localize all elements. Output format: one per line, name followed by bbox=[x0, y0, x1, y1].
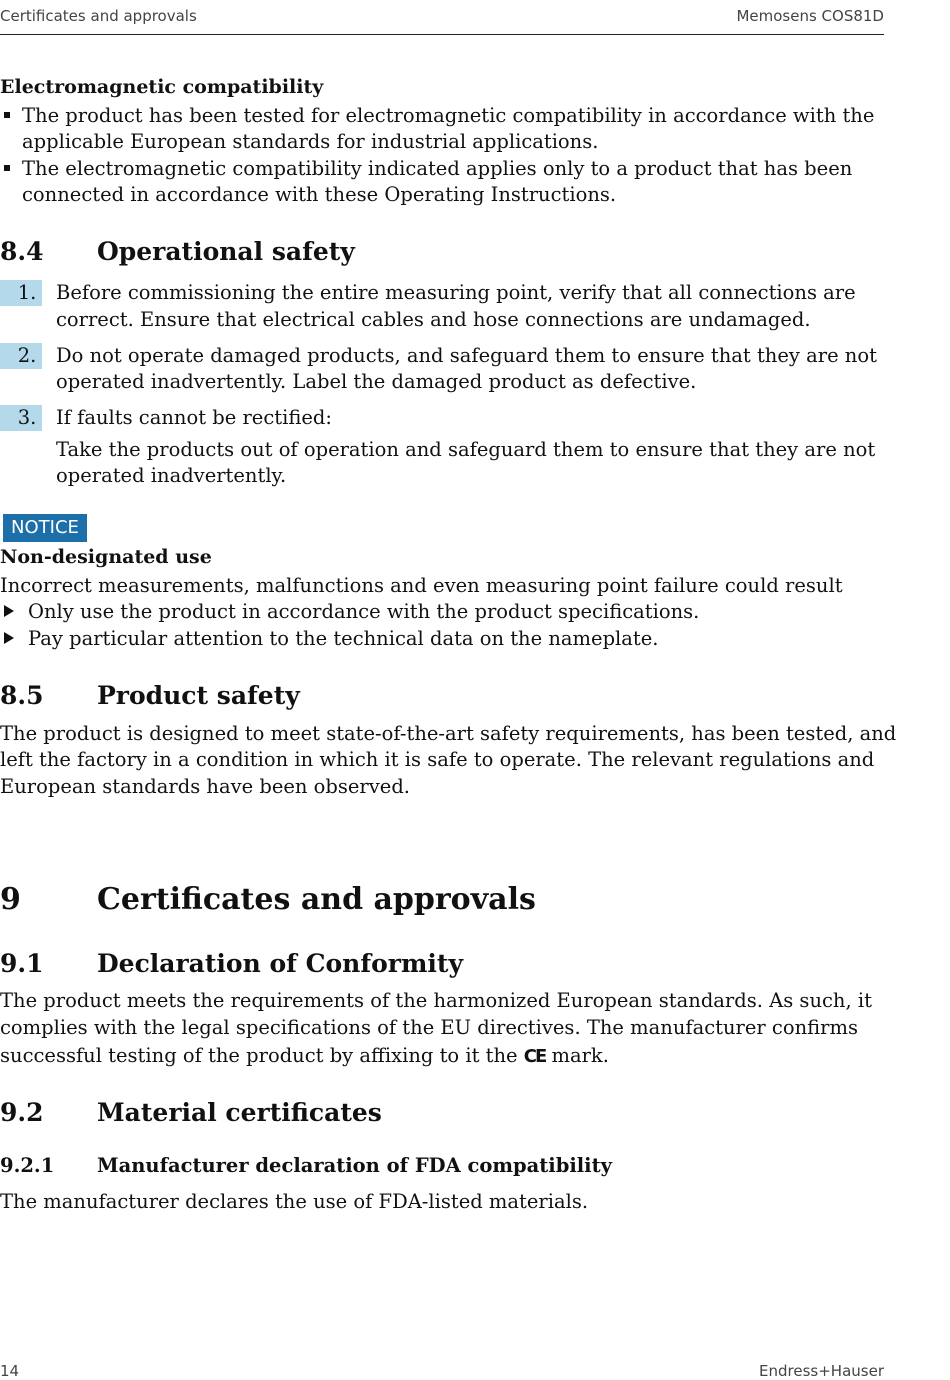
step-3-line-1: If faults cannot be rectified: bbox=[56, 406, 332, 429]
s85-line-2: left the factory in a condition in which it is safe to operate. The relevant regulations and bbox=[0, 748, 875, 771]
s91-line-1: The product meets the requirements of the harmonized European standards. As such, it bbox=[0, 989, 872, 1012]
section-9-2-number: 9.2 bbox=[0, 1098, 44, 1127]
section-8-5-number: 8.5 bbox=[0, 681, 44, 710]
s85-line-3: European standards have been observed. bbox=[0, 775, 410, 798]
section-9-2-1-title: Manufacturer declaration of FDA compatibility bbox=[97, 1154, 612, 1177]
chapter-9-title: Certificates and approvals bbox=[97, 882, 536, 917]
notice-text: Incorrect measurements, malfunctions and even measuring point failure could result bbox=[0, 574, 843, 597]
step-2-line-2: operated inadvertently. Label the damaged product as defective. bbox=[56, 370, 697, 393]
section-8-4-number: 8.4 bbox=[0, 237, 44, 266]
s91-line-3-text: successful testing of the product by affixing to it the bbox=[0, 1044, 524, 1067]
emc-heading: Electromagnetic compatibility bbox=[0, 76, 324, 98]
section-8-4-title: Operational safety bbox=[97, 237, 355, 266]
section-8-5-title: Product safety bbox=[97, 681, 300, 710]
s921-text: The manufacturer declares the use of FDA-listed materials. bbox=[0, 1190, 589, 1213]
notice-action-1: Only use the product in accordance with the product specifications. bbox=[28, 600, 700, 623]
running-header-product: Memosens COS81D bbox=[736, 7, 884, 25]
emc-bullet-1-line-2: applicable European standards for industrial applications. bbox=[22, 130, 599, 153]
page-number: 14 bbox=[0, 1362, 20, 1380]
step-1-line-2: correct. Ensure that electrical cables and hose connections are undamaged. bbox=[56, 308, 811, 331]
notice-badge: NOTICE bbox=[3, 514, 87, 542]
step-number-2: 2. bbox=[0, 343, 42, 369]
bullet-icon bbox=[4, 112, 10, 118]
notice-action-2: Pay particular attention to the technical data on the nameplate. bbox=[28, 627, 659, 650]
step-number-1: 1. bbox=[0, 280, 42, 306]
emc-bullet-2-line-2: connected in accordance with these Operating Instructions. bbox=[22, 183, 617, 206]
s85-line-1: The product is designed to meet state-of-the-art safety requirements, has been tested, and bbox=[0, 722, 897, 745]
action-arrow-icon bbox=[4, 632, 14, 644]
step-number-3: 3. bbox=[0, 405, 42, 431]
step-3-result-line-1: Take the products out of operation and safeguard them to ensure that they are not bbox=[56, 438, 876, 461]
emc-bullet-1-line-1: The product has been tested for electromagnetic compatibility in accordance with the bbox=[22, 104, 875, 127]
step-2-line-1: Do not operate damaged products, and safeguard them to ensure that they are not bbox=[56, 344, 877, 367]
s91-line-3 bbox=[0, 1043, 609, 1071]
section-9-1-number: 9.1 bbox=[0, 949, 44, 978]
action-arrow-icon bbox=[4, 605, 14, 617]
ce-mark-icon: CE bbox=[523, 1046, 546, 1067]
running-header-section: Certificates and approvals bbox=[0, 7, 197, 25]
notice-title: Non-designated use bbox=[0, 546, 212, 568]
section-9-1-title: Declaration of Conformity bbox=[97, 949, 463, 978]
section-9-2-title: Material certificates bbox=[97, 1098, 382, 1127]
chapter-9-number: 9 bbox=[0, 882, 21, 917]
step-1-line-1: Before commissioning the entire measuring point, verify that all connections are bbox=[56, 281, 856, 304]
emc-bullet-2-line-1: The electromagnetic compatibility indicated applies only to a product that has been bbox=[22, 157, 853, 180]
step-3-result-line-2: operated inadvertently. bbox=[56, 464, 287, 487]
section-9-2-1-number: 9.2.1 bbox=[0, 1154, 55, 1177]
bullet-icon bbox=[4, 165, 10, 171]
header-rule bbox=[0, 34, 884, 35]
brand-name: Endress+Hauser bbox=[759, 1362, 884, 1380]
s91-line-3-end: mark. bbox=[545, 1044, 609, 1067]
s91-line-2: complies with the legal specifications of the EU directives. The manufacturer confirms bbox=[0, 1016, 858, 1039]
